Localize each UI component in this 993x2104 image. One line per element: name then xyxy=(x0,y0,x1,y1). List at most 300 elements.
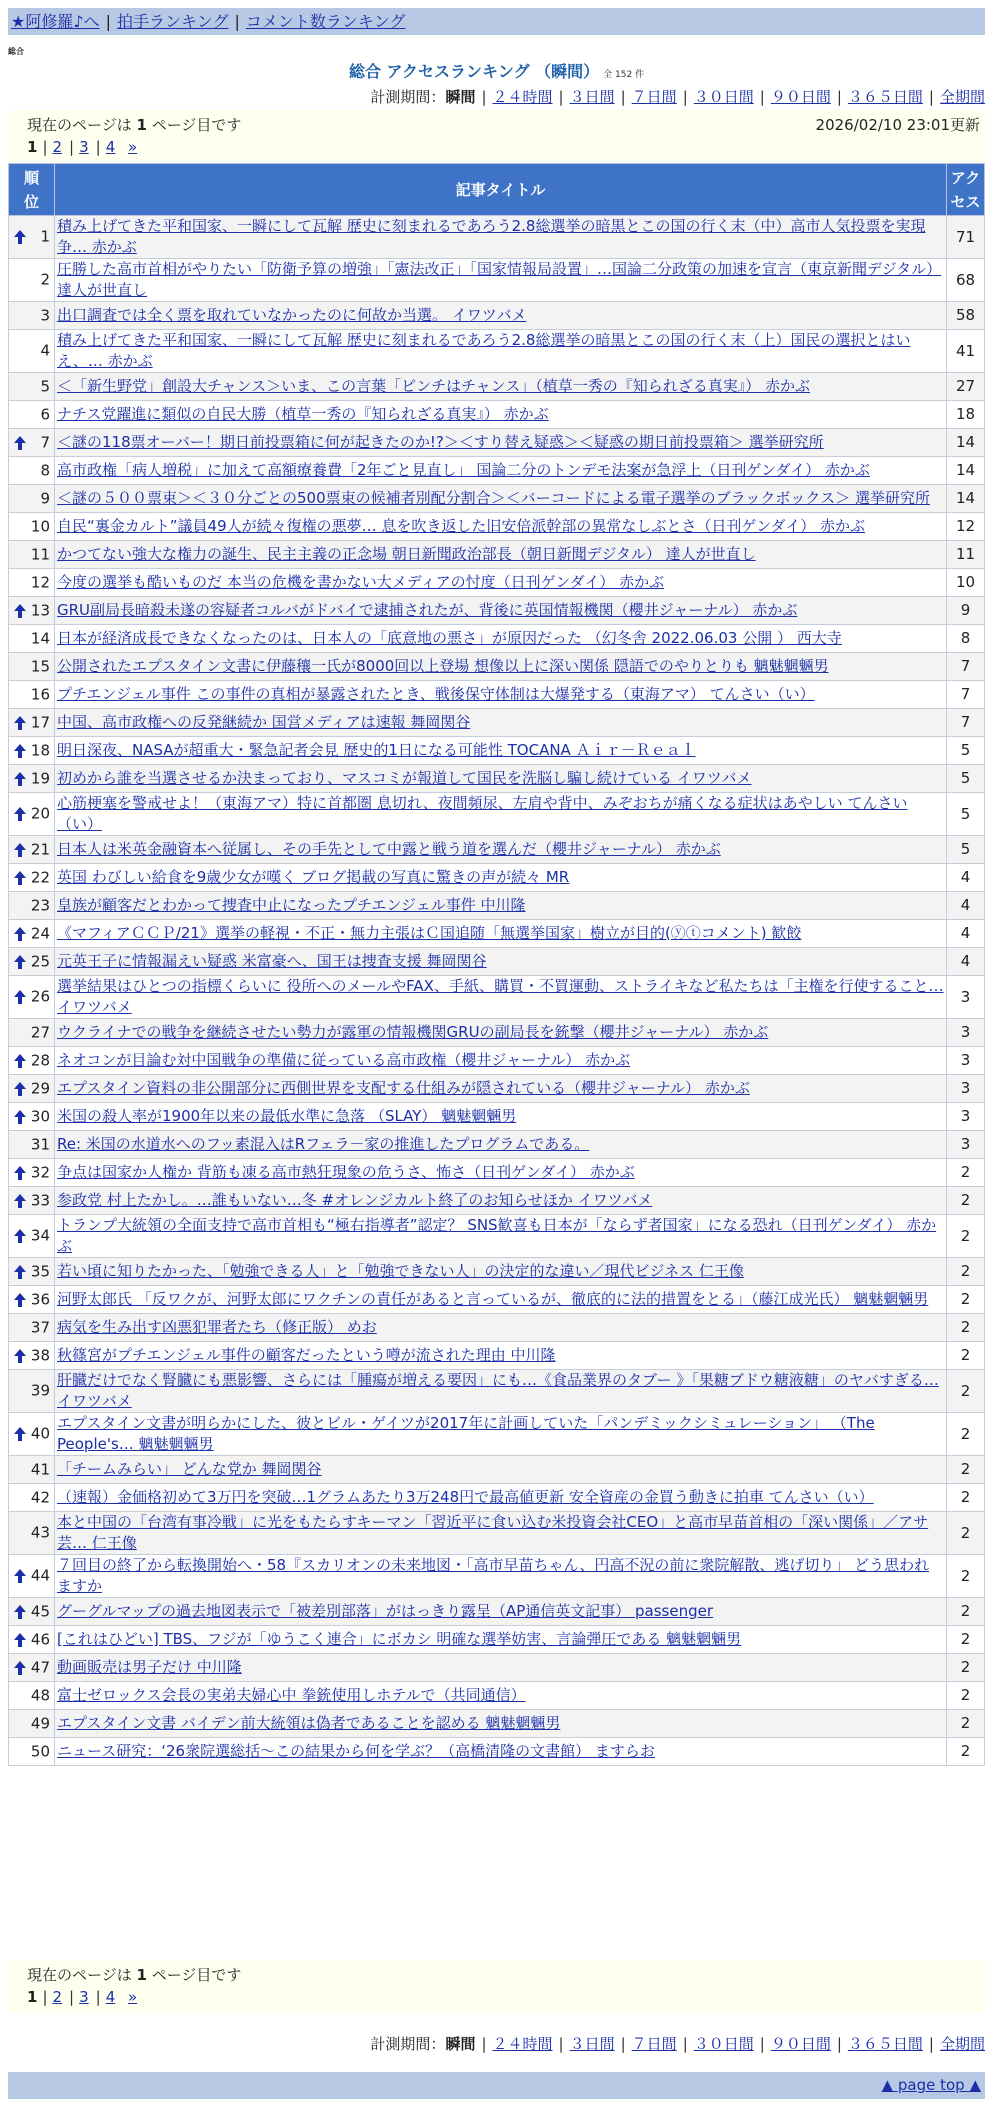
access-count: 2 xyxy=(947,1654,985,1682)
period-link-2[interactable]: ７日間 xyxy=(631,88,677,106)
rank-number: 39 xyxy=(30,1381,50,1400)
rank-up-arrow-icon xyxy=(13,435,27,451)
article-title-link[interactable]: ７回目の終了から転換開始へ・58『スカリオンの未来地図・「高市早苗ちゃん、円高不況の前に衆院解散、逃げ切り」 どう思われますか xyxy=(57,1556,930,1595)
rank-up-arrow-icon xyxy=(13,870,27,886)
rank-cell xyxy=(9,597,55,625)
nav-separator: | xyxy=(234,12,240,31)
period-link-5[interactable]: ３６５日間 xyxy=(847,88,923,106)
ranking-table xyxy=(8,163,985,1766)
title-cell xyxy=(55,1598,947,1626)
access-count: 58 xyxy=(947,302,985,330)
access-count: 27 xyxy=(947,373,985,401)
article-title-link[interactable]: エプスタイン文書 バイデン前大統領は偽者であることを認める 魑魅魍魎男 xyxy=(57,1714,561,1732)
page-info-suffix: ページ目です xyxy=(146,116,242,134)
article-title-link[interactable]: 圧勝した高市首相がやりたい「防衛予算の増強」「憲法改正」「国家情報局設置」…国論二分政策の加速を宣言（東京新聞デジタル） 達人が世直し xyxy=(57,260,942,299)
article-title-link[interactable]: ネオコンが目論む対中国戦争の準備に従っている高市政権（櫻井ジャーナル） 赤かぶ xyxy=(57,1051,631,1069)
rank-cell xyxy=(9,259,55,302)
pager-page-2[interactable]: 2 xyxy=(52,138,63,156)
access-count: 2 xyxy=(947,1314,985,1342)
access-count: 41 xyxy=(947,330,985,373)
access-count: 12 xyxy=(947,513,985,541)
title-cell xyxy=(55,597,947,625)
page-info-label: 現在のページは xyxy=(27,1966,137,1984)
access-count: 2 xyxy=(947,1187,985,1215)
rank-up-arrow-icon xyxy=(13,1292,27,1308)
title-cell xyxy=(55,1187,947,1215)
access-count: 2 xyxy=(947,1738,985,1766)
table-row xyxy=(9,1215,985,1258)
access-count: 2 xyxy=(947,1682,985,1710)
article-title-link[interactable]: 公開されたエプスタイン文書に伊藤穰一氏が8000回以上登場 想像以上に深い関係 隠語でのやりとりも 魑魅魍魎男 xyxy=(57,657,829,675)
table-row xyxy=(9,836,985,864)
article-title-link[interactable]: 本と中国の「台湾有事冷戦」に光をもたらすキーマン「習近平に食い込む米投資会社CEO」と高市早苗首相の「深い関係」／アサ芸… 仁王像 xyxy=(57,1513,929,1552)
article-title-link[interactable]: 富士ゼロックス会長の実弟夫婦心中 拳銃使用しホテルで（共同通信） xyxy=(57,1686,526,1704)
period-separator: | xyxy=(558,88,564,106)
pager-separator xyxy=(120,1988,125,2006)
rank-number: 47 xyxy=(30,1658,50,1676)
current-page-text xyxy=(27,114,241,135)
period-link-3[interactable]: ３０日間 xyxy=(693,88,754,106)
title-cell xyxy=(55,765,947,793)
table-row xyxy=(9,1598,985,1626)
rank-number: 40 xyxy=(30,1424,50,1443)
access-count: 2 xyxy=(947,1413,985,1456)
period-separator: | xyxy=(558,2035,564,2053)
period-current: 瞬間 xyxy=(445,88,476,106)
rank-up-arrow-icon xyxy=(13,1604,27,1620)
access-count: 11 xyxy=(947,541,985,569)
rank-cell xyxy=(9,681,55,709)
rank-cell xyxy=(9,513,55,541)
table-row xyxy=(9,1738,985,1766)
rank-number: 5 xyxy=(40,377,50,395)
rank-cell xyxy=(9,1258,55,1286)
table-row xyxy=(9,569,985,597)
article-title-link[interactable]: 病気を生み出す凶悪犯罪者たち（修正版） めお xyxy=(57,1318,377,1336)
article-title-link[interactable]: 高市政権「病人増税」に加えて高額療養費「2年ごと見直し」 国論二分のトンデモ法案が急浮上（日刊ゲンダイ） 赤かぶ xyxy=(57,461,870,479)
access-count: 18 xyxy=(947,401,985,429)
rank-cell xyxy=(9,1215,55,1258)
period-separator: | xyxy=(620,88,626,106)
rank-cell xyxy=(9,1456,55,1484)
period-separator: | xyxy=(481,2035,487,2053)
item-count: 全 152 件 xyxy=(603,70,645,80)
title-cell xyxy=(55,793,947,836)
rank-cell xyxy=(9,737,55,765)
article-title-link[interactable]: かつてない強大な権力の誕生、民主主義の正念場 朝日新聞政治部長（朝日新聞デジタル） 達人が世直し xyxy=(57,545,756,563)
header-rank: 順位 xyxy=(9,164,55,216)
page-info-label: 現在のページは xyxy=(27,116,137,134)
article-title-link[interactable]: 選挙結果はひとつの指標くらいに 役所へのメールやFAX、手紙、購買・不買運動、ストライキなど私たちは「主権を行使すること… イワツバメ xyxy=(57,977,944,1016)
page-title-text: 総合 アクセスランキング （瞬間） xyxy=(348,62,600,81)
table-row xyxy=(9,1075,985,1103)
title-cell xyxy=(55,1456,947,1484)
table-row xyxy=(9,1682,985,1710)
period-separator: | xyxy=(928,2035,934,2053)
rank-number: 46 xyxy=(30,1630,50,1648)
page-top-link[interactable]: ▲ page top ▲ xyxy=(881,2076,981,2094)
pager-page-3[interactable]: 3 xyxy=(79,138,89,156)
article-title-link[interactable]: 明日深夜、NASAが超重大・緊急記者会見 歴史的1日になる可能性 TOCANA Ａｉｒ－Ｒｅａｌ xyxy=(57,741,696,759)
access-count: 3 xyxy=(947,1047,985,1075)
access-count: 2 xyxy=(947,1370,985,1413)
article-title-link[interactable]: ニュース研究：‘26衆院選総括～この結果から何を学ぶ？（高橋清隆の文書館） ますらお xyxy=(57,1742,655,1760)
rank-up-arrow-icon xyxy=(13,842,27,858)
title-cell xyxy=(55,892,947,920)
rank-cell xyxy=(9,625,55,653)
rank-up-arrow-icon xyxy=(13,1228,27,1244)
table-row xyxy=(9,1187,985,1215)
article-title-link[interactable]: 元英王子に情報漏えい疑惑 米富豪へ、国王は捜査支援 舞岡関谷 xyxy=(57,952,487,970)
access-count: 14 xyxy=(947,485,985,513)
nav-link-comment-ranking[interactable]: コメント数ランキング xyxy=(245,12,406,31)
rank-cell xyxy=(9,373,55,401)
rank-up-arrow-icon xyxy=(13,1165,27,1181)
period-link-3[interactable]: ３０日間 xyxy=(693,2035,754,2053)
table-row xyxy=(9,1555,985,1598)
table-row xyxy=(9,216,985,259)
access-count: 2 xyxy=(947,1215,985,1258)
rank-cell xyxy=(9,1512,55,1555)
title-cell xyxy=(55,836,947,864)
title-cell xyxy=(55,569,947,597)
pager-next[interactable]: » xyxy=(128,1988,138,2006)
rank-up-arrow-icon xyxy=(13,229,27,245)
title-cell xyxy=(55,302,947,330)
table-row xyxy=(9,373,985,401)
pagination-top xyxy=(27,138,139,156)
article-title-link[interactable]: 《マフィアＣＣＰ/21》選挙の軽視・不正・無力主張はＣ国追随「無選挙国家」樹立が目的(ⓨⓣコメント) 歓餃 xyxy=(57,924,802,942)
access-count: 7 xyxy=(947,653,985,681)
pager-page-2[interactable]: 2 xyxy=(52,1988,63,2006)
page-info-number: 1 xyxy=(136,116,147,134)
access-count: 2 xyxy=(947,1555,985,1598)
access-count: 2 xyxy=(947,1626,985,1654)
article-title-link[interactable]: 英国 わびしい給食を9歳少女が嘆く ブログ掲載の写真に驚きの声が続々 MR xyxy=(57,868,570,886)
access-count: 4 xyxy=(947,892,985,920)
pager-separator: | xyxy=(95,138,101,156)
pager-separator: | xyxy=(69,138,75,156)
rank-cell xyxy=(9,1598,55,1626)
table-row xyxy=(9,485,985,513)
access-count: 4 xyxy=(947,864,985,892)
title-cell xyxy=(55,1370,947,1413)
rank-number: 42 xyxy=(30,1488,50,1506)
period-current: 瞬間 xyxy=(445,2035,476,2053)
article-title-link[interactable]: 出口調査では全く票を取れていなかったのに何故か当選。 イワツバメ xyxy=(57,306,527,324)
rank-up-arrow-icon xyxy=(13,1632,27,1648)
rank-cell xyxy=(9,216,55,259)
rank-cell xyxy=(9,401,55,429)
period-link-2[interactable]: ７日間 xyxy=(631,2035,677,2053)
updated-timestamp: 2026/02/10 23:01更新 xyxy=(815,116,980,134)
article-title-link[interactable]: ナチス党躍進に類似の自民大勝（植草一秀の『知られざる真実』） 赤かぶ xyxy=(57,405,549,423)
article-title-link[interactable]: エプスタイン資料の非公開部分に西側世界を支配する仕組みが隠されている（櫻井ジャーナル） 赤かぶ xyxy=(57,1079,750,1097)
table-row xyxy=(9,302,985,330)
article-title-link[interactable]: 河野太郎氏 「反ワクが、河野太郎にワクチンの責任があると言っているが、徹底的に法的措置をとる」（藤江成光氏） 魑魅魍魎男 xyxy=(57,1290,929,1308)
title-cell xyxy=(55,1682,947,1710)
title-cell xyxy=(55,513,947,541)
article-title-link[interactable]: [これはひどい] TBS、フジが「ゆうこく連合」にボカシ 明確な選挙妨害、言論弾圧である 魑魅魍魎男 xyxy=(57,1630,742,1648)
article-title-link[interactable]: Re: 米国の水道水へのフッ素混入はRフェラ－家の推進したプログラムである。 xyxy=(57,1135,590,1153)
rank-number: 36 xyxy=(30,1290,50,1308)
table-row xyxy=(9,597,985,625)
title-cell xyxy=(55,681,947,709)
rank-up-arrow-icon xyxy=(13,1264,27,1280)
article-title-link[interactable]: 若い頃に知りたかった、「勉強できる人」と「勉強できない人」の決定的な違い／現代ビジネス 仁王像 xyxy=(57,1262,744,1280)
article-title-link[interactable]: 今度の選挙も酷いものだ 本当の危機を書かない大メディアの忖度（日刊ゲンダイ） 赤かぶ xyxy=(57,573,665,591)
title-cell xyxy=(55,976,947,1019)
title-cell xyxy=(55,216,947,259)
article-title-link[interactable]: 積み上げてきた平和国家、一瞬にして瓦解 歴史に刻まれるであろう2.8総選挙の暗黒とこの国の行く末（中）高市人気投票を実現争… 赤かぶ xyxy=(57,217,926,256)
period-link-1[interactable]: ３日間 xyxy=(569,2035,615,2053)
rank-cell xyxy=(9,1103,55,1131)
article-title-link[interactable]: 皇族が顧客だとわかって捜査中止になったプチエンジェル事件 中川隆 xyxy=(57,896,526,914)
title-cell xyxy=(55,1215,947,1258)
title-cell xyxy=(55,541,947,569)
table-row xyxy=(9,401,985,429)
article-title-link[interactable]: グーグルマップの過去地図表示で「被差別部落」がはっきり露呈（AP通信英文記事） passenger xyxy=(57,1602,714,1620)
table-row xyxy=(9,1159,985,1187)
table-row xyxy=(9,948,985,976)
article-title-link[interactable]: トランプ大統領の全面支持で高市首相も“極右指導者”認定？ SNS歓喜も日本が「ならず者国家」になる恐れ（日刊ゲンダイ） 赤かぶ xyxy=(57,1216,937,1255)
article-title-link[interactable]: GRU副局長暗殺未遂の容疑者コルバがドバイで逮捕されたが、背後に英国情報機関（櫻井ジャーナル） 赤かぶ xyxy=(57,601,798,619)
title-cell xyxy=(55,1413,947,1456)
rank-number: 13 xyxy=(30,601,50,619)
pager-separator: | xyxy=(42,1988,48,2006)
table-row xyxy=(9,625,985,653)
category-label: 総合 xyxy=(8,47,24,56)
period-label: 計測期間： xyxy=(370,2035,446,2053)
article-title-link[interactable]: 日本人は米英金融資本へ従属し、その手先として中露と戦う道を選んだ（櫻井ジャーナル） 赤かぶ xyxy=(57,840,721,858)
rank-up-arrow-icon xyxy=(13,1193,27,1209)
title-cell xyxy=(55,625,947,653)
table-row xyxy=(9,1286,985,1314)
period-selector-bottom xyxy=(370,2033,985,2054)
article-title-link[interactable]: ウクライナでの戦争を継続させたい勢力が露軍の情報機関GRUの副局長を銃撃（櫻井ジャーナル） 赤かぶ xyxy=(57,1023,769,1041)
title-cell xyxy=(55,1654,947,1682)
rank-cell xyxy=(9,1370,55,1413)
table-row xyxy=(9,1456,985,1484)
access-count: 2 xyxy=(947,1512,985,1555)
rank-number: 18 xyxy=(30,741,50,759)
period-link-5[interactable]: ３６５日間 xyxy=(847,2035,923,2053)
access-count: 5 xyxy=(947,737,985,765)
rank-number: 35 xyxy=(30,1262,50,1280)
table-row xyxy=(9,1047,985,1075)
rank-cell xyxy=(9,1682,55,1710)
period-link-4[interactable]: ９０日間 xyxy=(770,2035,831,2053)
article-title-link[interactable]: 日本が経済成長できなくなったのは、日本人の「底意地の悪さ」が原因だった （幻冬舎 2022.06.03 公開 ） 西大寺 xyxy=(57,629,842,647)
rank-cell xyxy=(9,330,55,373)
article-title-link[interactable]: 動画販売は男子だけ 中川隆 xyxy=(57,1658,242,1676)
title-cell xyxy=(55,1512,947,1555)
rank-up-arrow-icon xyxy=(13,989,27,1005)
period-separator: | xyxy=(759,88,765,106)
period-link-0[interactable]: ２４時間 xyxy=(492,2035,553,2053)
rank-up-arrow-icon xyxy=(13,806,27,822)
rank-number: 27 xyxy=(30,1023,50,1041)
access-count: 3 xyxy=(947,1103,985,1131)
rank-number: 24 xyxy=(30,924,50,942)
period-link-4[interactable]: ９０日間 xyxy=(770,88,831,106)
rank-cell xyxy=(9,1187,55,1215)
access-count: 8 xyxy=(947,625,985,653)
table-row xyxy=(9,457,985,485)
rank-cell xyxy=(9,1159,55,1187)
pager-separator: | xyxy=(42,138,48,156)
rank-number: 29 xyxy=(30,1079,50,1097)
pager-next[interactable]: » xyxy=(128,138,138,156)
table-row xyxy=(9,1626,985,1654)
rank-cell xyxy=(9,569,55,597)
title-cell xyxy=(55,1626,947,1654)
access-count: 4 xyxy=(947,948,985,976)
table-row xyxy=(9,259,985,302)
rank-up-arrow-icon xyxy=(13,1109,27,1125)
table-row xyxy=(9,1342,985,1370)
access-count: 7 xyxy=(947,709,985,737)
access-count: 2 xyxy=(947,1710,985,1738)
title-cell xyxy=(55,401,947,429)
article-title-link[interactable]: 「チームみらい」 どんな党か 舞岡関谷 xyxy=(57,1460,322,1478)
pager-separator: | xyxy=(95,1988,101,2006)
title-cell xyxy=(55,1342,947,1370)
article-title-link[interactable]: （速報）金価格初めて3万円を突破…1グラムあたり3万248円で最高値更新 安全資産の金買う動きに拍車 てんさい（い） xyxy=(57,1488,874,1506)
pager-current: 1 xyxy=(27,1988,38,2006)
table-row xyxy=(9,1019,985,1047)
article-title-link[interactable]: エプスタイン文書が明らかにした、彼とビル・ゲイツが2017年に計画していた「パンデミックシミュレーション」 （The People's… 魑魅魍魎男 xyxy=(57,1414,875,1453)
title-cell xyxy=(55,1555,947,1598)
article-title-link[interactable]: 米国の殺人率が1900年以来の最低水準に急落 （SLAY） 魑魅魍魎男 xyxy=(57,1107,517,1125)
current-page-text xyxy=(27,1964,241,1985)
title-cell xyxy=(55,1047,947,1075)
article-title-link[interactable]: ＜謎の118票オーバー！期日前投票箱に何が起きたのか!?＞＜すり替え疑惑＞＜疑惑の期日前投票箱＞ 選挙研究所 xyxy=(57,433,824,451)
pager-separator: | xyxy=(69,1988,75,2006)
article-title-link[interactable]: 中国、高市政権への反発継続か 国営メディアは速報 舞岡関谷 xyxy=(57,713,471,731)
rank-cell xyxy=(9,1286,55,1314)
rank-number: 38 xyxy=(30,1346,50,1364)
rank-cell xyxy=(9,1710,55,1738)
rank-number: 17 xyxy=(30,713,50,731)
rank-number: 31 xyxy=(30,1135,50,1153)
nav-link-asyura[interactable]: ★阿修羅♪へ xyxy=(11,12,100,31)
title-cell xyxy=(55,373,947,401)
period-separator: | xyxy=(836,2035,842,2053)
access-count: 7 xyxy=(947,681,985,709)
page-info-bottom xyxy=(8,1960,985,2012)
title-cell xyxy=(55,457,947,485)
rank-number: 28 xyxy=(30,1051,50,1069)
rank-number: 14 xyxy=(30,629,50,647)
rank-cell xyxy=(9,1654,55,1682)
table-row xyxy=(9,1512,985,1555)
period-separator: | xyxy=(682,88,688,106)
period-separator: | xyxy=(620,2035,626,2053)
top-nav-bar xyxy=(8,8,985,35)
pager-separator xyxy=(120,138,125,156)
rank-number: 2 xyxy=(40,270,50,289)
title-cell xyxy=(55,1075,947,1103)
period-link-0[interactable]: ２４時間 xyxy=(492,88,553,106)
access-count: 2 xyxy=(947,1342,985,1370)
rank-number: 20 xyxy=(30,804,50,823)
period-separator: | xyxy=(481,88,487,106)
rank-cell xyxy=(9,1342,55,1370)
ranking-table-body xyxy=(9,216,985,1766)
article-title-link[interactable]: 争点は国家か人権か 背筋も凍る高市熱狂現象の危うさ、怖さ（日刊ゲンダイ） 赤かぶ xyxy=(57,1163,635,1181)
article-title-link[interactable]: プチエンジェル事件 この事件の真相が暴露されたとき、戦後保守体制は大爆発する（東海アマ） てんさい（い） xyxy=(57,685,815,703)
article-title-link[interactable]: ＜謎の５００票束＞＜３０分ごとの500票束の候補者別配分割合＞＜バーコードによる電子選挙のブラックボックス＞ 選挙研究所 xyxy=(57,489,930,507)
access-count: 9 xyxy=(947,597,985,625)
rank-up-arrow-icon xyxy=(13,926,27,942)
access-count: 14 xyxy=(947,457,985,485)
title-cell xyxy=(55,1286,947,1314)
page-title xyxy=(0,59,993,82)
title-cell xyxy=(55,1484,947,1512)
article-title-link[interactable]: 自民“裏金カルト”議員49人が続々復権の悪夢… 息を吹き返した旧安倍派幹部の異常なしぶとさ（日刊ゲンダイ） 赤かぶ xyxy=(57,517,865,535)
table-row xyxy=(9,1131,985,1159)
rank-cell xyxy=(9,1738,55,1766)
title-cell xyxy=(55,1159,947,1187)
rank-cell xyxy=(9,541,55,569)
table-row xyxy=(9,976,985,1019)
period-selector-top xyxy=(370,86,985,107)
access-count: 2 xyxy=(947,1159,985,1187)
article-title-link[interactable]: 参政党 村上たかし。…誰もいない…冬 #オレンジカルト終了のお知らせほか イワツバメ xyxy=(57,1191,653,1209)
period-link-1[interactable]: ３日間 xyxy=(569,88,615,106)
access-count: 3 xyxy=(947,976,985,1019)
table-row xyxy=(9,513,985,541)
rank-number: 49 xyxy=(30,1714,50,1732)
title-cell xyxy=(55,920,947,948)
nav-link-applause-ranking[interactable]: 拍手ランキング xyxy=(116,12,229,31)
rank-up-arrow-icon xyxy=(13,1053,27,1069)
article-title-link[interactable]: 秋篠宮がプチエンジェル事件の顧客だったという噂が流された理由 中川隆 xyxy=(57,1346,556,1364)
period-link-6[interactable]: 全期間 xyxy=(939,88,985,106)
rank-number: 37 xyxy=(30,1318,50,1336)
page-info-top xyxy=(8,110,985,162)
pager-page-4[interactable]: 4 xyxy=(105,1988,116,2006)
rank-number: 32 xyxy=(30,1163,50,1181)
table-row xyxy=(9,541,985,569)
rank-number: 43 xyxy=(30,1523,50,1542)
pager-page-4[interactable]: 4 xyxy=(105,138,116,156)
table-row xyxy=(9,1314,985,1342)
title-cell xyxy=(55,948,947,976)
page-info-number: 1 xyxy=(136,1966,147,1984)
article-title-link[interactable]: 初めから誰を当選させるか決まっており、マスコミが報道して国民を洗脳し騙し続けている イワツバメ xyxy=(57,769,752,787)
title-cell xyxy=(55,709,947,737)
access-count: 3 xyxy=(947,1131,985,1159)
article-title-link[interactable]: ＜「新生野党」創設大チャンス＞いま、この言葉「ピンチはチャンス」（植草一秀の『知られざる真実』） 赤かぶ xyxy=(57,377,810,395)
article-title-link[interactable]: 心筋梗塞を警戒せよ！（東海アマ）特に首都圏 息切れ、夜間頻尿、左肩や背中、みぞおちが痛くなる症状はあやしい てんさい（い） xyxy=(57,794,908,833)
access-count: 3 xyxy=(947,1019,985,1047)
title-cell xyxy=(55,330,947,373)
access-count: 2 xyxy=(947,1456,985,1484)
period-link-6[interactable]: 全期間 xyxy=(939,2035,985,2053)
title-cell xyxy=(55,1019,947,1047)
rank-up-arrow-icon xyxy=(13,743,27,759)
rank-number: 33 xyxy=(30,1191,50,1209)
rank-up-arrow-icon xyxy=(13,954,27,970)
pager-page-3[interactable]: 3 xyxy=(79,1988,89,2006)
article-title-link[interactable]: 積み上げてきた平和国家、一瞬にして瓦解 歴史に刻まれるであろう2.8総選挙の暗黒とこの国の行く末（上）国民の選択とはいえ、… 赤かぶ xyxy=(57,331,911,370)
article-title-link[interactable]: 肝臓だけでなく腎臓にも悪影響、さらには「腫瘍が増える要因」にも…《食品業界のタブー 》「果糖ブドウ糖液糖」のヤバすぎる… イワツバメ xyxy=(57,1371,939,1410)
rank-number: 34 xyxy=(30,1226,50,1245)
rank-number: 50 xyxy=(30,1742,50,1760)
rank-up-arrow-icon xyxy=(13,715,27,731)
